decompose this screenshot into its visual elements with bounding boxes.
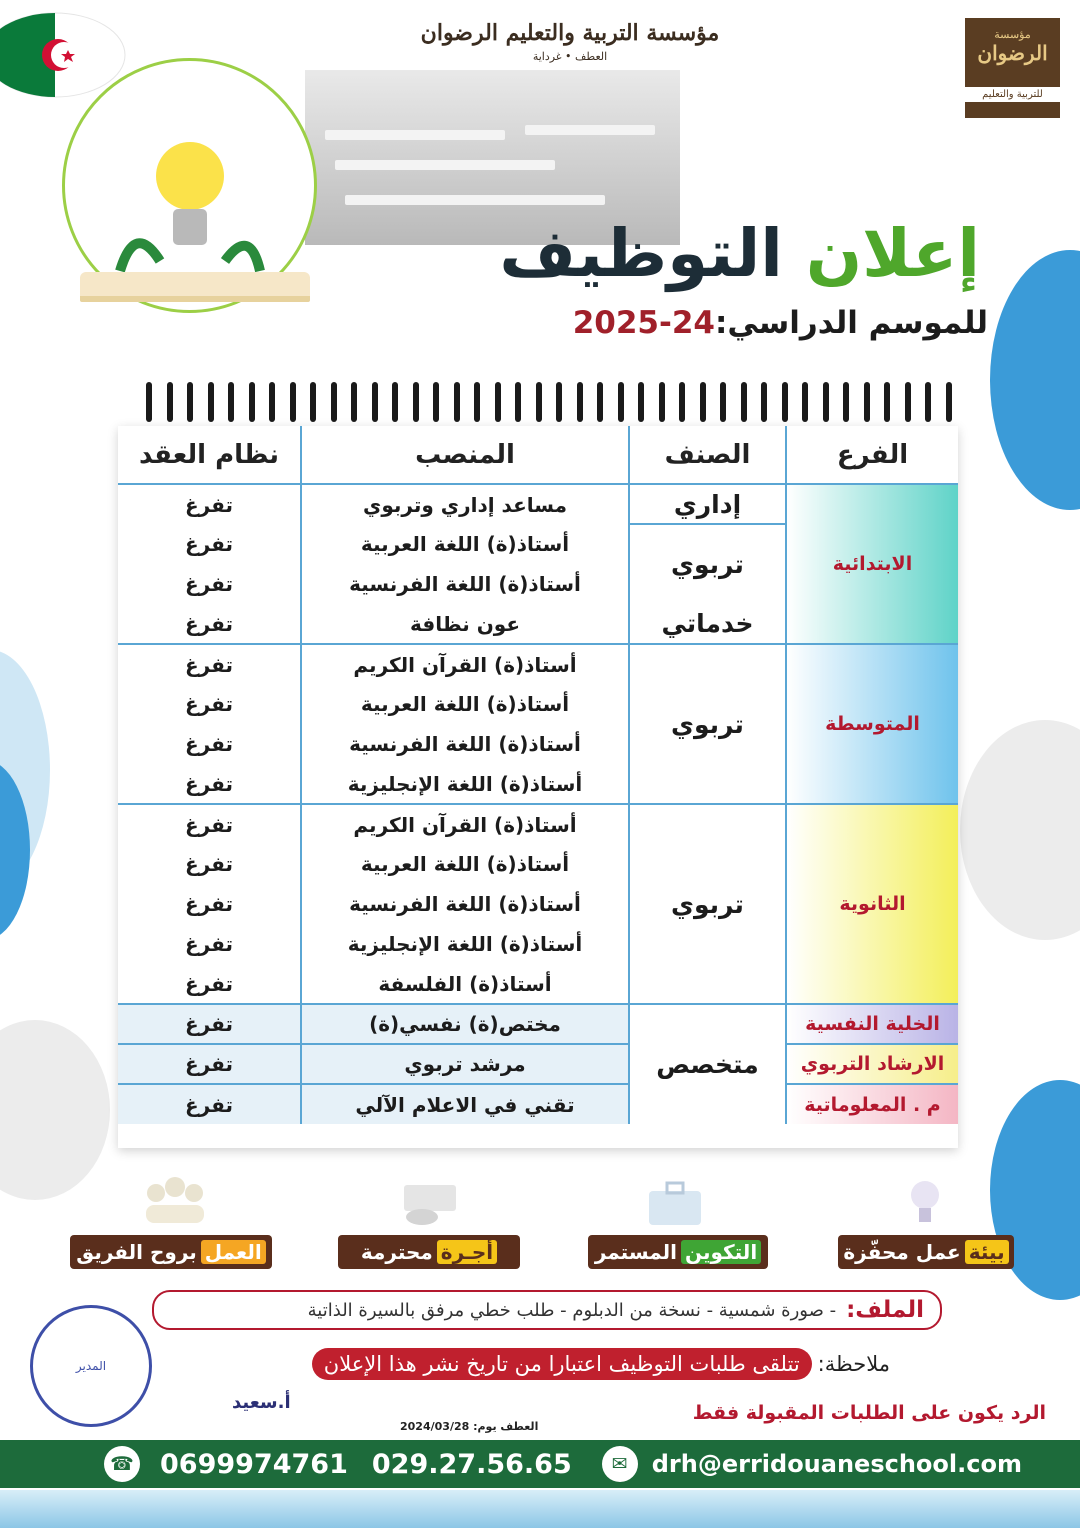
- mail-icon: ✉: [602, 1446, 638, 1482]
- position-cell: تقني في الاعلام الآلي: [301, 1084, 629, 1124]
- binder-ring: [864, 382, 870, 422]
- binder-ring: [351, 382, 357, 422]
- binder-ring: [556, 382, 562, 422]
- contract-cell: تفرغ: [184, 532, 233, 556]
- feature-training: [588, 1235, 768, 1269]
- table-row: [118, 1044, 958, 1084]
- binder-ring: [761, 382, 767, 422]
- logo-text-2: الرضوان: [977, 41, 1048, 65]
- contract-cell: تفرغ: [184, 1092, 233, 1117]
- season-subtitle: [573, 305, 988, 341]
- contract-cell: تفرغ: [184, 892, 233, 916]
- jobs-table: [118, 426, 958, 1148]
- feature-team-a: العمل: [201, 1240, 266, 1264]
- rank-specialist: متخصص: [629, 1004, 786, 1124]
- branch-secondary: الثانوية: [786, 804, 958, 1004]
- binder-ring: [310, 382, 316, 422]
- binder-ring: [905, 382, 911, 422]
- contract-cell: تفرغ: [184, 852, 233, 876]
- binder-ring: [802, 382, 808, 422]
- header-branch: الفرع: [786, 426, 958, 484]
- branch-it: م . المعلوماتية: [786, 1084, 958, 1124]
- season-year: 24-2025: [572, 305, 715, 341]
- binder-ring: [331, 382, 337, 422]
- branch-primary: الابتدائية: [786, 484, 958, 644]
- file-label: الملف:: [846, 1297, 924, 1323]
- team-icon: [140, 1175, 200, 1230]
- binder-ring: [372, 382, 378, 422]
- branch-middle: المتوسطة: [786, 644, 958, 804]
- feature-training-a: التكوين: [681, 1240, 761, 1264]
- binder-ring: [618, 382, 624, 422]
- binder-ring: [823, 382, 829, 422]
- table-row: [118, 804, 958, 844]
- money-icon: [400, 1175, 460, 1230]
- feature-salary-b: محترمة: [360, 1240, 433, 1264]
- binder-ring: [679, 382, 685, 422]
- binder-ring: [495, 382, 501, 422]
- signature: أ.سعيد: [232, 1392, 291, 1413]
- binder-ring: [249, 382, 255, 422]
- feature-salary-a: أجـرة: [437, 1240, 497, 1264]
- logo-text-3: للتربية والتعليم: [965, 87, 1060, 102]
- position-cell: أستاذ(ة) اللغة العربية: [301, 844, 629, 884]
- org-logo: [965, 18, 1060, 118]
- deco-blob-top-right: [990, 250, 1080, 510]
- org-location: العطف • غرداية: [532, 50, 608, 63]
- contract-cell: تفرغ: [184, 771, 233, 796]
- note-text: تتلقى طلبات التوظيف اعتبارا من تاريخ نشر هذا الإعلان: [312, 1348, 812, 1380]
- page-title: [499, 215, 980, 292]
- position-cell: أستاذ(ة) اللغة الفرنسية: [301, 884, 629, 924]
- deco-pattern-left: [0, 1020, 110, 1200]
- rank-admin: إداري: [629, 484, 786, 524]
- note: [312, 1348, 890, 1380]
- season-label: للموسم الدراسي:: [715, 305, 988, 341]
- header-contract: نظام العقد: [118, 426, 301, 484]
- rank-edu: تربوي: [629, 644, 786, 804]
- contract-cell: تفرغ: [184, 932, 233, 956]
- stamp-text: المدير: [75, 1359, 107, 1373]
- position-cell: أستاذ(ة) اللغة العربية: [301, 524, 629, 564]
- org-name-header: [400, 20, 740, 80]
- feature-salary: [338, 1235, 520, 1269]
- table-row: [118, 484, 958, 524]
- position-cell: مرشد تربوي: [301, 1044, 629, 1084]
- deco-pattern-right: [960, 720, 1080, 940]
- binder-ring: [700, 382, 706, 422]
- feature-environment-b: عمل محفّزة: [843, 1240, 961, 1264]
- contract-cell: تفرغ: [118, 1004, 301, 1044]
- binder-ring: [536, 382, 542, 422]
- table-row: [118, 1004, 958, 1044]
- contract-cell: تفرغ: [118, 1044, 301, 1084]
- phone-mobile[interactable]: 0699974761: [160, 1448, 348, 1480]
- binder-rings: [118, 380, 958, 428]
- contract-cell: تفرغ: [118, 804, 301, 844]
- contract-cell: تفرغ: [184, 611, 233, 636]
- binder-ring: [290, 382, 296, 422]
- position-cell: أستاذ(ة) القرآن الكريم: [301, 804, 629, 844]
- position-cell: أستاذ(ة) القرآن الكريم: [301, 644, 629, 684]
- issue-date: العطف يوم: 2024/03/28: [400, 1420, 539, 1433]
- table-row: [118, 1084, 958, 1124]
- contract-cell: تفرغ: [184, 572, 233, 596]
- contract-cell: تفرغ: [118, 644, 301, 684]
- official-stamp: [30, 1305, 152, 1427]
- position-cell: أستاذ(ة) اللغة الفرنسية: [301, 564, 629, 604]
- binder-ring: [187, 382, 193, 422]
- binder-ring: [474, 382, 480, 422]
- feature-environment: [838, 1235, 1014, 1269]
- feature-training-b: المستمر: [594, 1240, 677, 1264]
- briefcase-icon: [645, 1175, 705, 1230]
- binder-ring: [659, 382, 665, 422]
- position-cell: أستاذ(ة) اللغة الإنجليزية: [301, 764, 629, 804]
- contract-cell: تفرغ: [184, 971, 233, 996]
- phone-icon: ☎: [104, 1446, 140, 1482]
- phone-landline[interactable]: 029.27.56.65: [371, 1448, 572, 1480]
- lightbulb-icon: [895, 1175, 955, 1230]
- file-text: - صورة شمسية - نسخة من الدبلوم - طلب خطي مرفق بالسيرة الذاتية: [307, 1299, 837, 1321]
- contract-cell: تفرغ: [184, 732, 233, 756]
- bottom-decoration: [0, 1490, 1080, 1528]
- binder-ring: [597, 382, 603, 422]
- contract-cell: تفرغ: [184, 692, 233, 716]
- binder-ring: [843, 382, 849, 422]
- title-part1: إعلان: [805, 215, 980, 292]
- header-position: المنصب: [301, 426, 629, 484]
- table-header-row: [118, 426, 958, 484]
- feature-team: [70, 1235, 272, 1269]
- position-cell: أستاذ(ة) اللغة العربية: [301, 684, 629, 724]
- logo-text-1: مؤسسة: [994, 28, 1031, 41]
- branch-psych: الخلية النفسية: [786, 1004, 958, 1044]
- binder-ring: [741, 382, 747, 422]
- position-cell: أستاذ(ة) اللغة الإنجليزية: [301, 924, 629, 964]
- reply-note: الرد يكون على الطلبات المقبولة فقط: [692, 1402, 1046, 1424]
- org-name: مؤسسة التربية والتعليم الرضوان: [420, 20, 720, 46]
- position-cell: مختص(ة) نفسي(ة): [301, 1004, 629, 1044]
- binder-ring: [946, 382, 952, 422]
- header-rank: الصنف: [629, 426, 786, 484]
- contact-footer: [0, 1440, 1080, 1488]
- note-label: ملاحظة:: [817, 1352, 890, 1376]
- feature-environment-a: بيئة: [965, 1240, 1009, 1264]
- binder-ring: [413, 382, 419, 422]
- email-address[interactable]: drh@erridouaneschool.com: [651, 1450, 1022, 1478]
- binder-ring: [720, 382, 726, 422]
- position-cell: أستاذ(ة) اللغة الفرنسية: [301, 724, 629, 764]
- binder-ring: [167, 382, 173, 422]
- binder-ring: [515, 382, 521, 422]
- binder-ring: [884, 382, 890, 422]
- contract-cell: تفرغ: [184, 492, 233, 517]
- feature-team-b: بروح الفريق: [76, 1240, 197, 1264]
- file-requirements: [152, 1290, 942, 1330]
- title-part2: التوظيف: [499, 215, 783, 292]
- book-icon: [80, 272, 310, 302]
- binder-ring: [392, 382, 398, 422]
- table-row: [118, 644, 958, 684]
- position-cell: عون نظافة: [301, 604, 629, 644]
- binder-ring: [208, 382, 214, 422]
- binder-ring: [454, 382, 460, 422]
- binder-ring: [925, 382, 931, 422]
- rank-edu: تربوي: [629, 804, 786, 1004]
- binder-ring: [782, 382, 788, 422]
- rank-service: خدماتي: [629, 604, 786, 644]
- binder-ring: [146, 382, 152, 422]
- binder-ring: [577, 382, 583, 422]
- position-cell: مساعد إداري وتربوي: [301, 484, 629, 524]
- rank-edu: تربوي: [629, 524, 786, 604]
- binder-ring: [433, 382, 439, 422]
- binder-ring: [269, 382, 275, 422]
- position-cell: أستاذ(ة) الفلسفة: [301, 964, 629, 1004]
- binder-ring: [638, 382, 644, 422]
- branch-guidance: الارشاد التربوي: [786, 1044, 958, 1084]
- binder-ring: [228, 382, 234, 422]
